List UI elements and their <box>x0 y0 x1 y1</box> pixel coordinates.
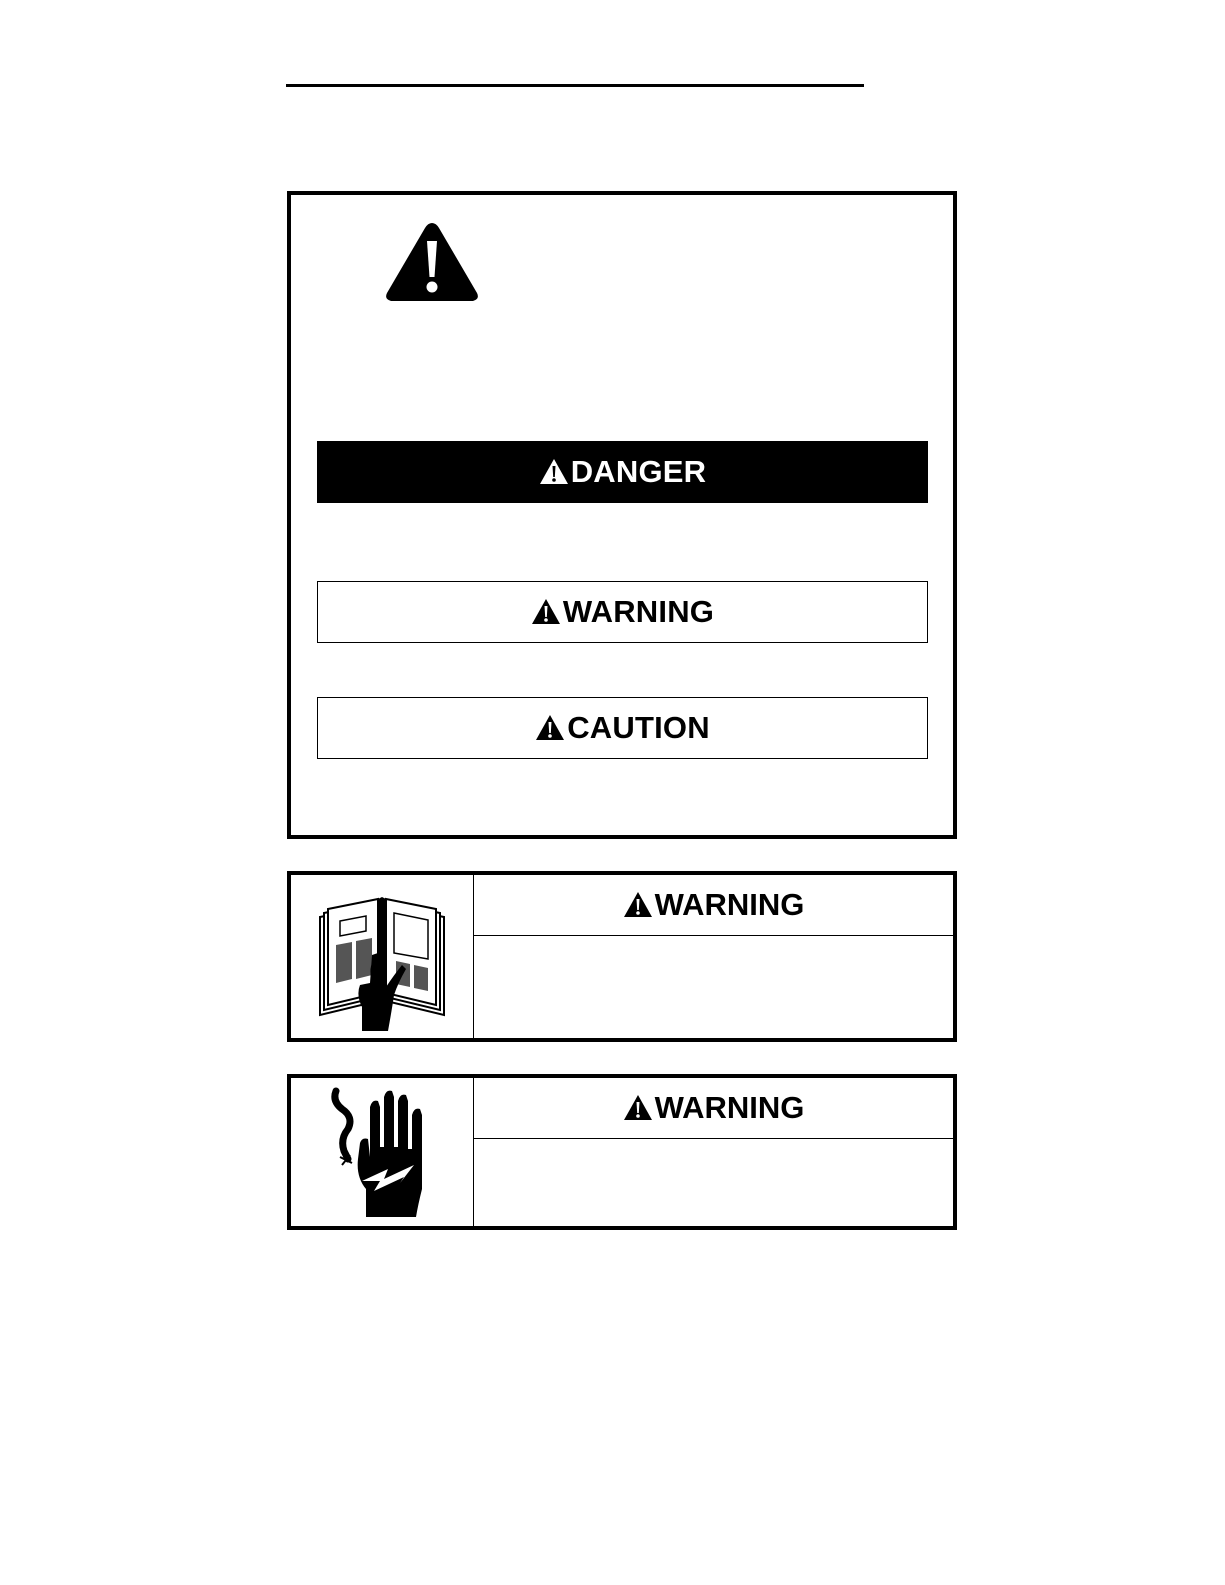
manual-warning-panel <box>287 871 957 1042</box>
safety-alert-triangle-icon <box>383 219 481 305</box>
manual-warning-label: WARNING <box>654 887 805 922</box>
caution-signal-bar <box>317 697 928 759</box>
warning-signal-bar <box>317 581 928 643</box>
read-manual-icon <box>312 883 452 1031</box>
alert-triangle-icon <box>535 714 565 741</box>
danger-label: DANGER <box>570 454 707 489</box>
header-rule <box>286 84 864 87</box>
danger-signal-bar <box>317 441 928 503</box>
electric-shock-hand-icon <box>322 1085 442 1219</box>
alert-triangle-icon <box>539 458 569 485</box>
electrical-warning-panel <box>287 1074 957 1230</box>
electrical-warning-label: WARNING <box>654 1090 805 1125</box>
caution-label: CAUTION <box>567 710 710 745</box>
warning-label: WARNING <box>562 594 715 629</box>
alert-triangle-icon <box>623 1094 653 1121</box>
electrical-warning-header <box>474 1078 953 1139</box>
manual-icon-cell <box>291 875 474 1038</box>
manual-warning-header <box>474 875 953 936</box>
shock-icon-cell <box>291 1078 474 1226</box>
alert-triangle-icon <box>531 598 561 625</box>
alert-triangle-icon <box>623 891 653 918</box>
